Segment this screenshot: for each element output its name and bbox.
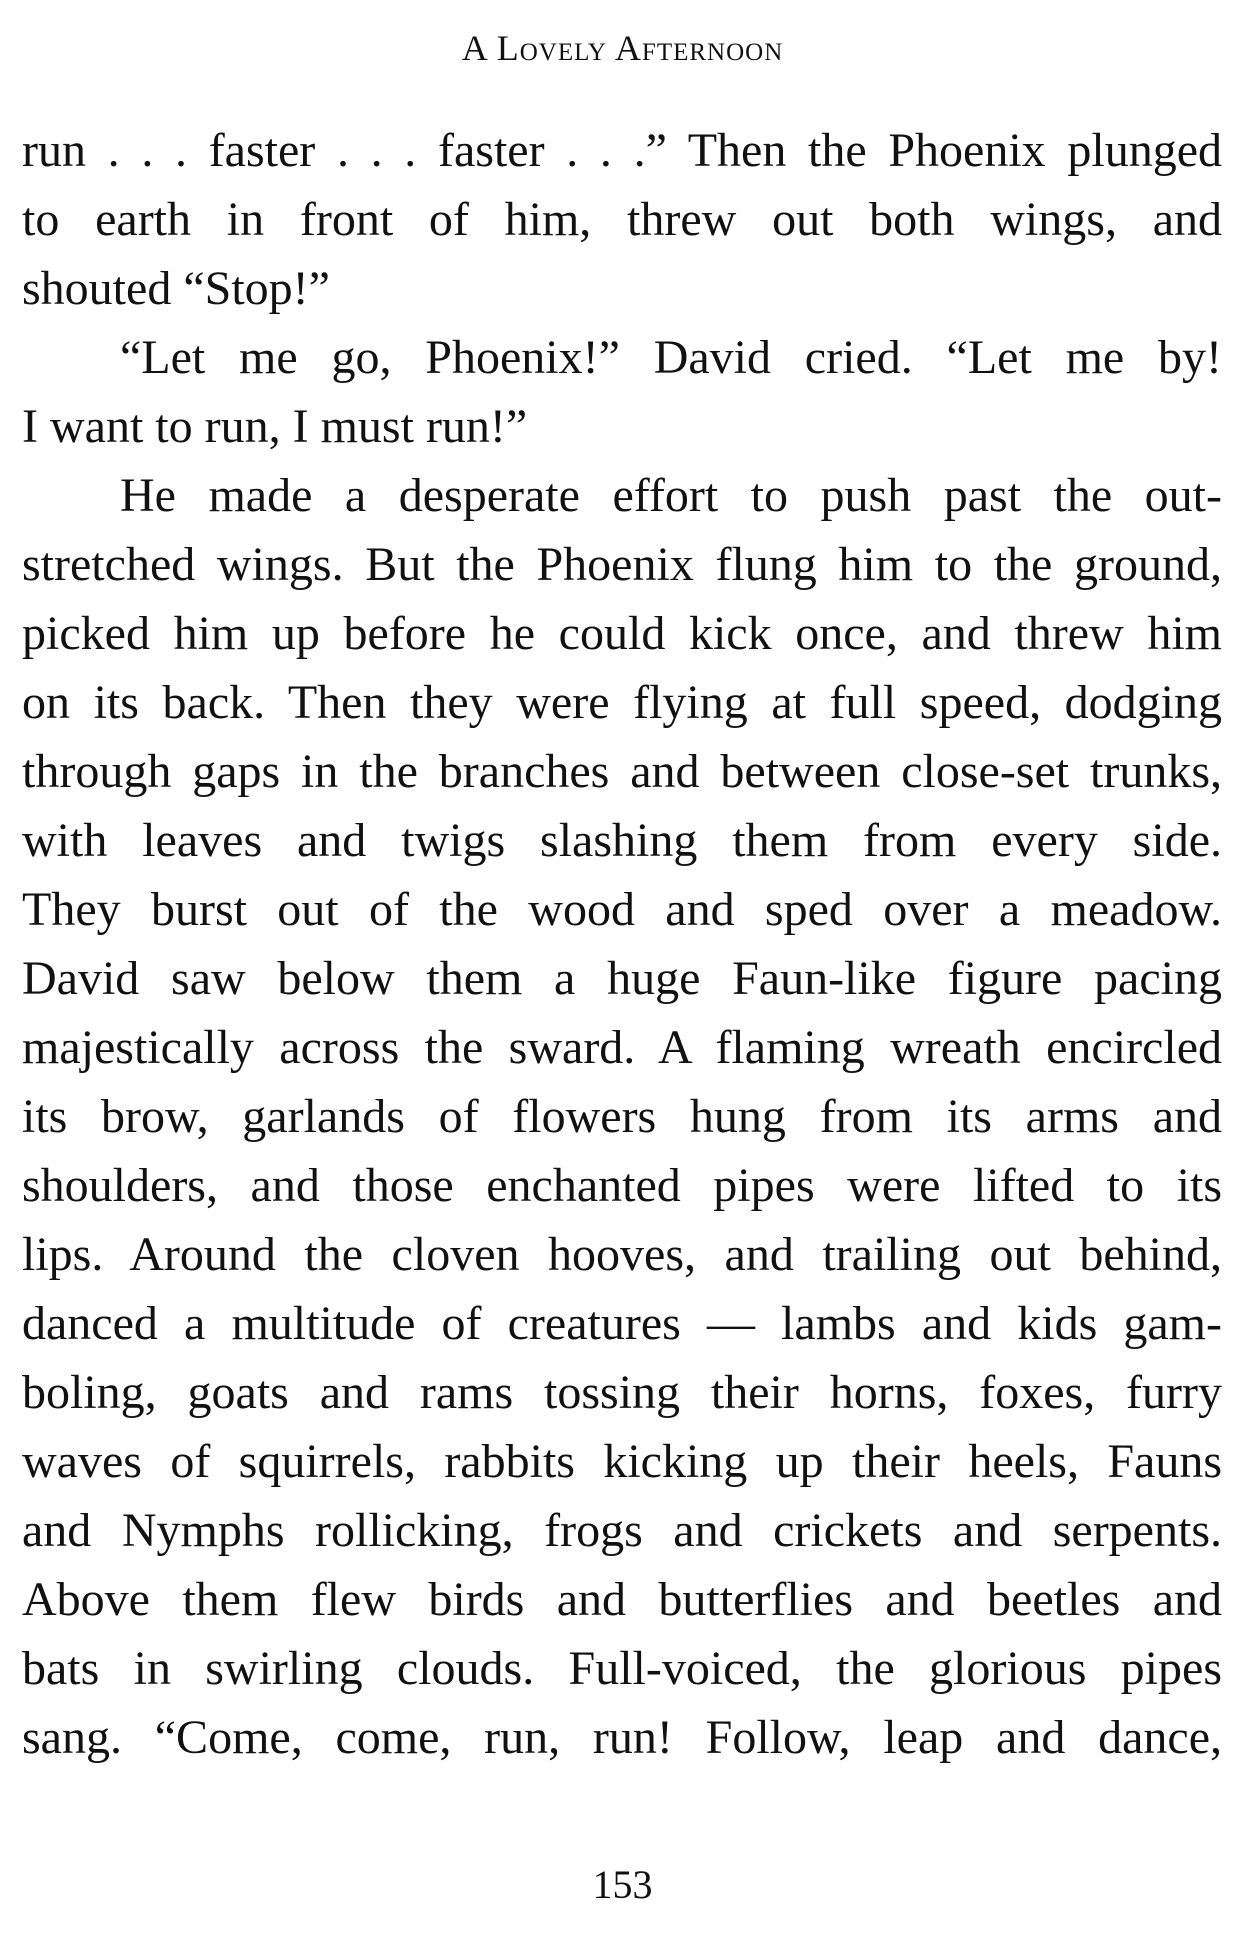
text-line: I want to run, I must run!” (22, 400, 528, 453)
text-line: majestically across the sward. A flaming wreath encircled (22, 1021, 1222, 1074)
text-line: sang. “Come, come, run, run! Follow, leap and dance, (22, 1711, 1222, 1764)
text-line: danced a multitude of creatures — lambs and kids gam- (22, 1297, 1222, 1350)
body-text (22, 116, 1222, 1772)
text-line: shouted “Stop!” (22, 262, 330, 315)
text-line: and Nymphs rollicking, frogs and crickets and serpents. (22, 1504, 1222, 1557)
text-line: lips. Around the cloven hooves, and trailing out behind, (22, 1228, 1222, 1281)
text-line: They burst out of the wood and sped over a meadow. (22, 883, 1222, 936)
text-line: its brow, garlands of flowers hung from its arms and (22, 1090, 1222, 1143)
text-line: picked him up before he could kick once, and threw him (22, 607, 1222, 660)
text-line: “Let me go, Phoenix!” David cried. “Let me by! (120, 331, 1222, 384)
running-head: A Lovely Afternoon (461, 28, 784, 68)
text-line: boling, goats and rams tossing their horns, foxes, furry (22, 1366, 1222, 1419)
text-line: shoulders, and those enchanted pipes were lifted to its (22, 1159, 1222, 1212)
text-line: with leaves and twigs slashing them from every side. (22, 814, 1222, 867)
text-line: on its back. Then they were flying at full speed, dodging (22, 676, 1222, 729)
text-line: David saw below them a huge Faun-like figure pacing (22, 952, 1222, 1005)
text-line: run . . . faster . . . faster . . .” Then the Phoenix plunged (22, 124, 1222, 177)
text-line: through gaps in the branches and between close-set trunks, (22, 745, 1222, 798)
text-line: stretched wings. But the Phoenix flung him to the ground, (22, 538, 1222, 591)
text-line: bats in swirling clouds. Full-voiced, the glorious pipes (22, 1642, 1222, 1695)
page-number: 153 (592, 1862, 653, 1907)
text-line: waves of squirrels, rabbits kicking up their heels, Fauns (22, 1435, 1222, 1488)
text-line: He made a desperate effort to push past the out- (120, 469, 1222, 522)
text-line: to earth in front of him, threw out both wings, and (22, 193, 1222, 246)
text-line: Above them flew birds and butterflies and beetles and (22, 1573, 1222, 1626)
